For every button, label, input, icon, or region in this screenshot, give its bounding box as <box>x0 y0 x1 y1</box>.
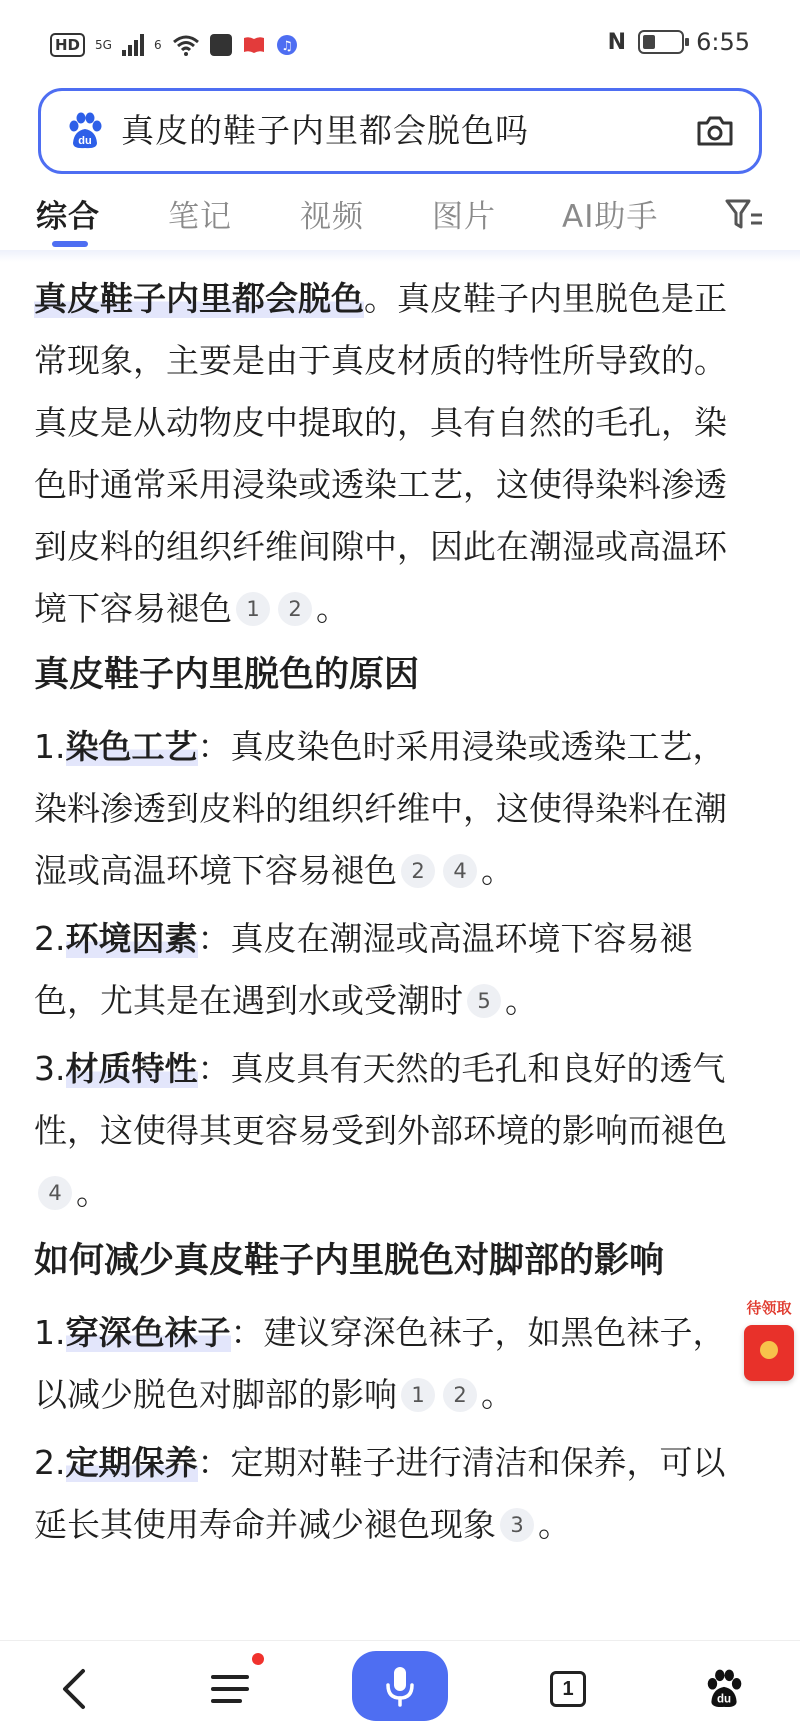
list-number: 2. <box>34 1443 66 1482</box>
section-title: 如何减少真皮鞋子内里脱色对脚部的影响 <box>34 1241 665 1281</box>
punctuation: 。 <box>481 851 514 890</box>
active-tab-indicator <box>52 241 88 247</box>
search-input[interactable]: 真皮的鞋子内里都会脱色吗 <box>121 111 529 150</box>
section-title: 真皮鞋子内里脱色的原因 <box>34 655 420 695</box>
punctuation: 。 <box>316 589 349 628</box>
search-box[interactable] <box>38 88 762 174</box>
list-item-text: ：真皮染色时采用浸染或透染工艺，染料渗透到皮料的组织纤维中，这使得染料在潮湿或高温环境下容易褪色 <box>34 727 727 890</box>
chevron-left-icon <box>59 1667 89 1711</box>
wifi-gen: 6 <box>153 38 162 52</box>
nfc-icon: N <box>607 29 627 55</box>
tab-notes[interactable]: 笔记 <box>168 199 232 235</box>
svg-text:du: du <box>78 135 92 147</box>
citation-badge[interactable]: 4 <box>38 1176 72 1210</box>
list-item-title: 穿深色袜子 <box>65 1313 231 1352</box>
search-tabs <box>0 185 800 255</box>
microphone-icon <box>383 1664 417 1708</box>
status-right-icons <box>608 28 750 56</box>
citation-badge[interactable]: 2 <box>443 1378 477 1412</box>
signal-icon <box>122 34 144 56</box>
citation-badge[interactable]: 3 <box>500 1508 534 1542</box>
ai-answer <box>34 268 756 1556</box>
list-item <box>34 716 756 902</box>
tab-comprehensive[interactable]: 综合 <box>36 199 100 235</box>
citation-badge[interactable]: 2 <box>401 854 435 888</box>
list-item-title: 环境因素 <box>65 919 198 958</box>
citation-badge[interactable]: 1 <box>401 1378 435 1412</box>
svg-text:du: du <box>716 1693 732 1706</box>
menu-button[interactable] <box>200 1659 260 1719</box>
menu-icon <box>210 1672 250 1706</box>
list-item <box>34 1432 756 1556</box>
answer-intro-text: 。真皮鞋子内里脱色是正常现象，主要是由于真皮材质的特性所导致的。真皮是从动物皮中提取的，具有自然的毛孔，染色时通常采用浸染或透染工艺，这使得染料渗透到皮料的组织纤维间隙中，因此在潮湿或高温环境下容易褪色 <box>34 279 727 628</box>
tab-count-icon: 1 <box>550 1671 586 1707</box>
book-app-icon <box>242 35 266 55</box>
promo-label: 待领取 <box>746 1299 792 1317</box>
punctuation: 。 <box>505 981 538 1020</box>
red-envelope-icon <box>744 1325 794 1381</box>
baidu-paw-icon <box>703 1668 745 1710</box>
baidu-paw-icon <box>65 111 105 151</box>
list-item-title: 定期保养 <box>65 1443 198 1482</box>
citation-badge[interactable]: 2 <box>278 592 312 626</box>
tabs-switcher-button[interactable] <box>538 1659 598 1719</box>
punctuation: 。 <box>538 1505 571 1544</box>
answer-intro-highlight: 真皮鞋子内里都会脱色 <box>34 279 364 318</box>
answer-intro <box>34 268 756 640</box>
tab-divider <box>0 250 800 262</box>
wifi-icon <box>172 34 200 56</box>
list-number: 1. <box>34 1313 66 1352</box>
list-item <box>34 1038 756 1224</box>
baidu-home-button[interactable] <box>694 1659 754 1719</box>
clock: 6:55 <box>696 28 750 56</box>
list-item-text: ：建议穿深色袜子，如黑色袜子，以减少脱色对脚部的影响 <box>34 1313 726 1414</box>
filter-icon[interactable] <box>724 197 764 233</box>
red-envelope-promo[interactable] <box>738 1297 800 1387</box>
punctuation: 。 <box>76 1173 109 1212</box>
back-button[interactable] <box>44 1659 104 1719</box>
tab-ai-assistant[interactable]: AI助手 <box>562 199 659 235</box>
list-number: 1. <box>34 727 66 766</box>
hd-indicator: HD <box>50 33 85 57</box>
camera-icon[interactable] <box>695 111 735 151</box>
tab-video[interactable]: 视频 <box>300 199 364 235</box>
battery-icon <box>638 30 684 54</box>
list-item-title: 材质特性 <box>65 1049 198 1088</box>
citation-badge[interactable]: 1 <box>236 592 270 626</box>
app-notification-icon <box>210 34 232 56</box>
list-item-text: ：定期对鞋子进行清洁和保养，可以延长其使用寿命并减少褪色现象 <box>34 1443 726 1544</box>
list-number: 3. <box>34 1049 66 1088</box>
status-left-icons <box>50 30 298 60</box>
list-number: 2. <box>34 919 66 958</box>
list-item-title: 染色工艺 <box>65 727 198 766</box>
notification-dot <box>252 1653 264 1665</box>
list-item <box>34 1302 756 1426</box>
bottom-nav-bar <box>0 1640 800 1733</box>
list-item-text: ：真皮具有天然的毛孔和良好的透气性，这使得其更容易受到外部环境的影响而褪色 <box>34 1049 727 1150</box>
network-type: 5G <box>95 38 112 52</box>
voice-search-button[interactable] <box>352 1651 448 1721</box>
list-item <box>34 908 756 1032</box>
citation-badge[interactable]: 5 <box>467 984 501 1018</box>
status-bar <box>0 0 800 88</box>
citation-badge[interactable]: 4 <box>443 854 477 888</box>
punctuation: 。 <box>481 1375 514 1414</box>
svg-text:♫: ♫ <box>280 39 293 54</box>
tab-images[interactable]: 图片 <box>432 199 496 235</box>
list-item-text: ：真皮在潮湿或高温环境下容易褪色，尤其是在遇到水或受潮时 <box>34 919 693 1020</box>
music-app-icon <box>276 34 298 56</box>
